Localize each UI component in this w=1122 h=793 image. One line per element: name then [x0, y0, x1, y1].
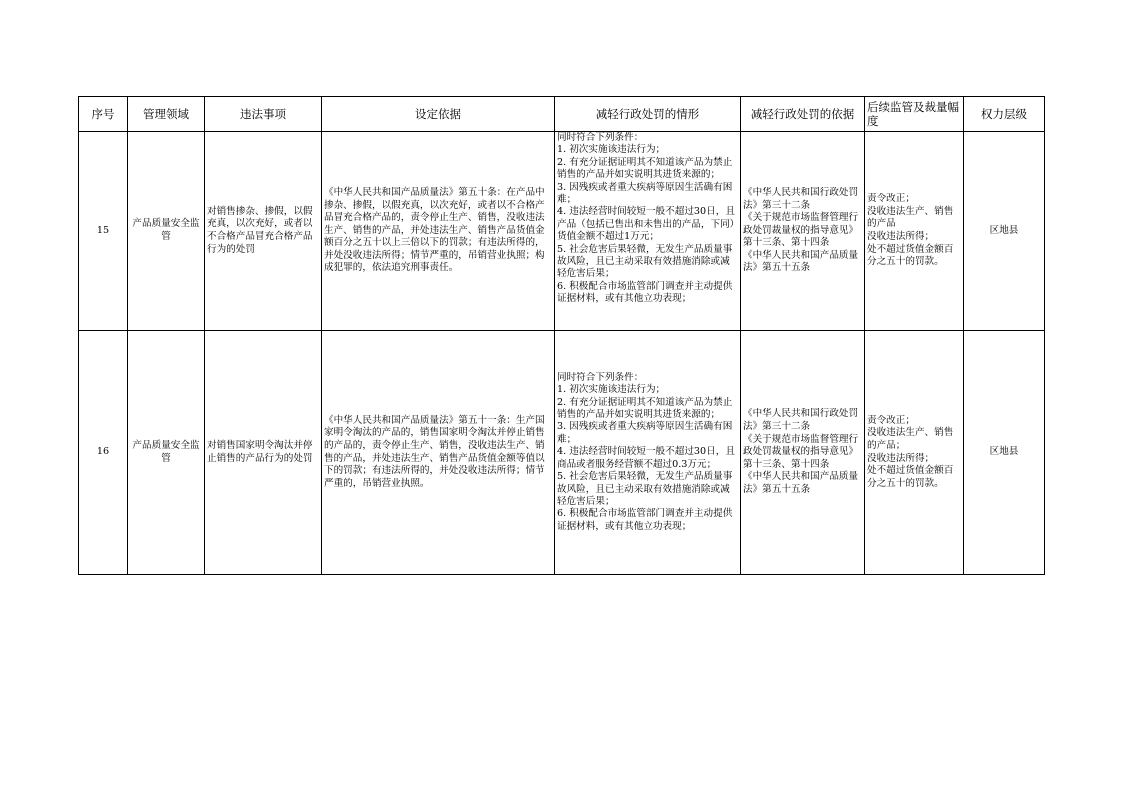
cell-field: 产品质量安全监管	[128, 132, 205, 331]
followup-text: 责令改正； 没收违法生产、销售的产品 没收违法所得； 处不超过货值金额百分之五十的罚款。	[867, 193, 954, 268]
header-level: 权力层级	[964, 97, 1045, 132]
cell-level: 区地县	[964, 132, 1045, 331]
cell-no: 15	[79, 132, 128, 331]
penalty-table	[78, 96, 1045, 575]
situation-text: 同时符合下列条件： 1. 初次实施该违法行为； 2. 有充分证据证明其不知道该产品为禁止销售的产品并如实说明其进货来源的； 3. 因残疾或者重大疾病等原因生活确有困难； 4. 违法经营时间较短一般不超过30日，且产品（包括已售出和未售出的产品，下同）货值金额不超过1万元； 5. 社会危害后果轻微，无发生产品质量事故风险，且已主动采取有效措施消除或减轻危害后果； 6. 积极配合市场监管部门调查并主动提供证据材料，或有其他立功表现；	[557, 132, 735, 305]
header-situation-basis: 减轻行政处罚的依据	[741, 97, 865, 132]
cell-no: 16	[79, 331, 128, 575]
header-matter: 违法事项	[205, 97, 322, 132]
header-basis: 设定依据	[322, 97, 555, 132]
followup-text: 责令改正； 没收违法生产、销售的产品； 没收违法所得； 处不超过货值金额百分之五十的罚款。	[867, 414, 954, 489]
cell-field: 产品质量安全监管	[128, 331, 205, 575]
cell-situation	[555, 331, 741, 575]
header-field: 管理领域	[128, 97, 205, 132]
cell-followup	[865, 132, 964, 331]
situation-basis-text: 《中华人民共和国行政处罚法》第三十二条 《关于规范市场监督管理行政处罚裁量权的指导意见》第十三条、第十四条 《中华人民共和国产品质量法》第五十五条	[743, 186, 859, 274]
header-no: 序号	[79, 97, 128, 132]
header-situation: 减轻行政处罚的情形	[555, 97, 741, 132]
cell-situation	[555, 132, 741, 331]
cell-followup	[865, 331, 964, 575]
cell-matter: 对销售掺杂、掺假，以假充真，以次充好，或者以不合格产品冒充合格产品行为的处罚	[205, 132, 322, 331]
situation-text: 同时符合下列条件： 1. 初次实施该违法行为； 2. 有充分证据证明其不知道该产品为禁止销售的产品并如实说明其进货来源的； 3. 因残疾或者重大疾病等原因生活确有困难； 4. 违法经营时间较短一般不超过30日，且商品或者服务经营额不超过0.3万元； 5. 社会危害后果轻微，无发生产品质量事故风险，且已主动采取有效措施消除或减轻危害后果； 6. 积极配合市场监管部门调查并主动提供证据材料，或有其他立功表现；	[557, 371, 735, 532]
header-row	[79, 97, 1045, 132]
situation-basis-text: 《中华人民共和国行政处罚法》第三十二条 《关于规范市场监督管理行政处罚裁量权的指导意见》第十三条、第十四条 《中华人民共和国产品质量法》第五十五条	[743, 408, 859, 495]
cell-matter: 对销售国家明令淘汰并停止销售的产品行为的处罚	[205, 331, 322, 575]
header-followup: 后续监管及裁量幅度	[865, 97, 964, 132]
cell-basis: 《中华人民共和国产品质量法》第五十一条：生产国家明令淘汰的产品的，销售国家明令淘汰并停止销售的产品的，责令停止生产、销售，没收违法生产、销售的产品，并处违法生产、销售产品货值金额等值以下的罚款；有违法所得的，并处没收违法所得；情节严重的，吊销营业执照。	[322, 331, 555, 575]
cell-level: 区地县	[964, 331, 1045, 575]
table-row	[79, 331, 1045, 575]
table-row	[79, 132, 1045, 331]
cell-situation-basis	[741, 331, 865, 575]
cell-situation-basis	[741, 132, 865, 331]
cell-basis: 《中华人民共和国产品质量法》第五十条：在产品中掺杂、掺假，以假充真，以次充好，或者以不合格产品冒充合格产品的，责令停止生产、销售，没收违法生产、销售的产品，并处违法生产、销售产品货值金额百分之五十以上三倍以下的罚款；有违法所得的，并处没收违法所得；情节严重的，吊销营业执照；构成犯罪的，依法追究刑事责任。	[322, 132, 555, 331]
